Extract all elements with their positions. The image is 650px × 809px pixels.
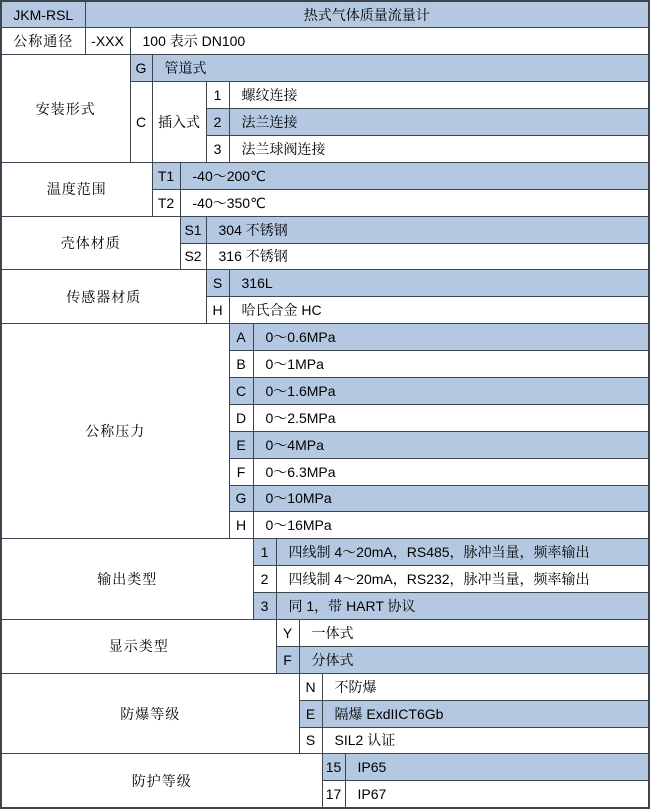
install-pipe-row [1,55,649,82]
option-desc-cell: 0～1MPa [253,351,649,378]
housing-row-1 [1,216,649,243]
option-code-cell: F [229,458,253,485]
option-code-cell: T2 [152,189,180,216]
option-code-cell: 3 [206,135,229,162]
option-code-cell: C [229,377,253,404]
option-desc-cell: 同 1，带 HART 协议 [276,593,649,620]
option-code-cell: S1 [180,216,206,243]
protection-row-1 [1,754,649,781]
option-desc-cell: 316 不锈钢 [206,243,649,270]
option-desc-cell: 四线制 4～20mA，RS232，脉冲当量，频率输出 [276,566,649,593]
option-desc-cell: 四线制 4～20mA，RS485，脉冲当量，频率输出 [276,539,649,566]
model-cell: JKM-RSL [1,1,85,28]
option-code-cell: H [229,512,253,539]
option-code-cell: H [206,297,229,324]
temperature-row-1 [1,162,649,189]
option-desc-cell: 304 不锈钢 [206,216,649,243]
header-row [1,1,649,28]
option-desc-cell: 0～16MPa [253,512,649,539]
pressure-row-1 [1,324,649,351]
option-desc-cell: 0～2.5MPa [253,404,649,431]
nominal-diameter-row [1,28,649,55]
option-desc-cell: 管道式 [152,55,649,82]
option-desc-cell: 316L [229,270,649,297]
option-code-cell: 2 [206,109,229,136]
display-label: 显示类型 [1,619,276,673]
option-desc-cell: 不防爆 [322,673,649,700]
option-code-cell: N [299,673,322,700]
option-desc-cell: 哈氏合金 HC [229,297,649,324]
option-code-cell: T1 [152,162,180,189]
option-desc-cell: 0～1.6MPa [253,377,649,404]
option-desc-cell: 隔爆 ExdIICT6Gb [322,700,649,727]
option-code-cell: S [206,270,229,297]
option-desc-cell: 0～0.6MPa [253,324,649,351]
option-code-cell: 15 [322,754,345,781]
display-row-1 [1,619,649,646]
insert-code-cell: C [130,82,152,163]
option-desc-cell: 分体式 [299,646,649,673]
option-desc-cell: 法兰球阀连接 [229,135,649,162]
option-desc-cell: IP67 [345,781,649,808]
option-desc-cell: 0～6.3MPa [253,458,649,485]
option-desc-cell: 法兰连接 [229,109,649,136]
install-label: 安装形式 [1,55,130,163]
nominal-diameter-code: -XXX [85,28,130,55]
option-code-cell: 17 [322,781,345,808]
option-code-cell: F [276,646,299,673]
sensor-label: 传感器材质 [1,270,206,324]
sensor-row-1 [1,270,649,297]
option-code-cell: E [299,700,322,727]
option-code-cell: 2 [253,566,276,593]
option-desc-cell: 一体式 [299,619,649,646]
housing-label: 壳体材质 [1,216,180,270]
option-desc-cell: 螺纹连接 [229,82,649,109]
nominal-diameter-desc: 100 表示 DN100 [130,28,649,55]
option-desc-cell: 0～4MPa [253,431,649,458]
option-desc-cell: IP65 [345,754,649,781]
option-code-cell: G [229,485,253,512]
option-code-cell: S2 [180,243,206,270]
option-desc-cell: 0～10MPa [253,485,649,512]
option-desc-cell: -40～350℃ [180,189,649,216]
option-code-cell: 1 [206,82,229,109]
option-code-cell: E [229,431,253,458]
output-label: 输出类型 [1,539,253,620]
option-code-cell: 3 [253,593,276,620]
option-desc-cell: SIL2 认证 [322,727,649,754]
product-name-cell: 热式气体质量流量计 [85,1,649,28]
pressure-label: 公称压力 [1,324,229,539]
option-code-cell: Y [276,619,299,646]
option-code-cell: S [299,727,322,754]
option-code-cell: D [229,404,253,431]
option-code-cell: 1 [253,539,276,566]
explosion-row-1 [1,673,649,700]
insert-name-cell: 插入式 [152,82,206,163]
option-desc-cell: -40～200℃ [180,162,649,189]
nominal-diameter-label: 公称通径 [1,28,85,55]
option-code-cell: A [229,324,253,351]
explosion-label: 防爆等级 [1,673,299,754]
option-code-cell: G [130,55,152,82]
option-code-cell: B [229,351,253,378]
output-row-1 [1,539,649,566]
temperature-label: 温度范围 [1,162,152,216]
protection-label: 防护等级 [1,754,322,808]
